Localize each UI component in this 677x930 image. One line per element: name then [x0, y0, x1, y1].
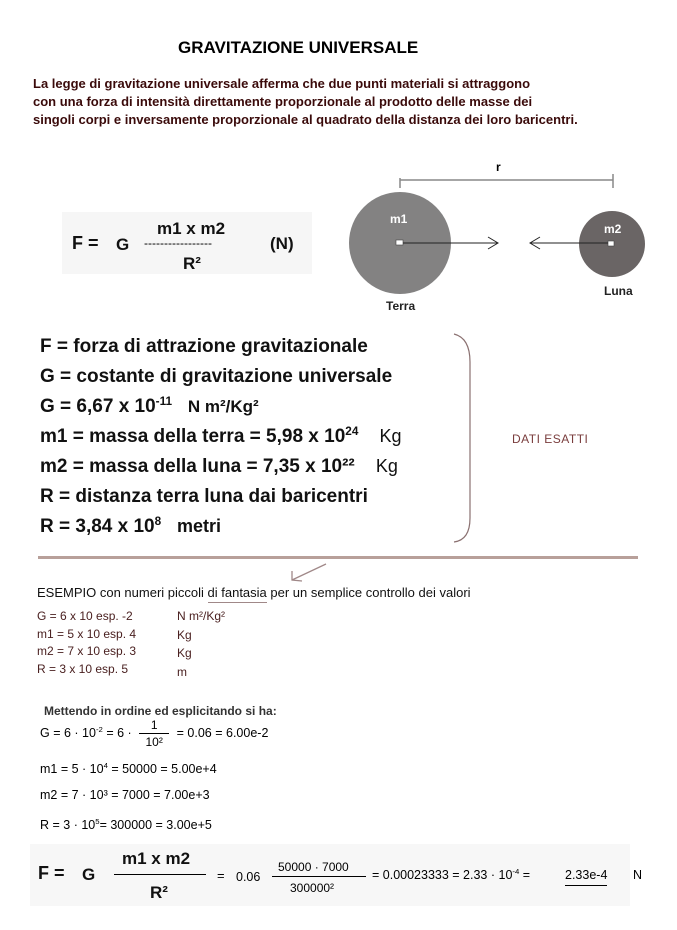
- final-fraction-bar: [114, 874, 206, 875]
- calc-g-b: = 6 ·: [102, 725, 132, 740]
- def-g-name: G = costante di gravitazione universale: [40, 366, 393, 387]
- final-eq2-text: = 0.00023333 = 2.33 · 10: [372, 868, 513, 882]
- calc-m2-line: m2 = 7 · 10³ = 7000 = 7.00e+3: [40, 788, 210, 802]
- earth-name: Terra: [386, 299, 416, 313]
- def-r-unit: metri: [177, 516, 222, 536]
- def-g-exponent: -11: [155, 394, 173, 408]
- final-formula-box: [30, 844, 630, 906]
- def-g-value: [40, 396, 259, 418]
- final-num-value: 50000 · 7000: [278, 860, 349, 874]
- calc-m1-b: = 50000 = 5.00e+4: [107, 762, 217, 776]
- example-heading-post: per un semplice controllo dei valori: [266, 585, 471, 600]
- final-eq3: =: [522, 868, 531, 882]
- formula-numerator: m1 x m2: [157, 219, 226, 238]
- def-m2: [40, 456, 398, 478]
- formula-g: G: [116, 235, 130, 254]
- final-g-value: 0.06: [236, 870, 261, 884]
- calc-m1-line: [40, 762, 217, 776]
- example-m2-label: m2 = 7 x 10 esp. 3: [37, 644, 137, 658]
- final-exponent: -4: [512, 867, 520, 877]
- example-g-label: G = 6 x 10 esp. -2: [37, 609, 133, 623]
- def-m2-unit: Kg: [375, 456, 398, 476]
- final-eq1: =: [217, 868, 225, 883]
- calc-g-exp: -2: [95, 725, 103, 735]
- def-m1-text: m1 = massa della terra = 5,98 x 10: [40, 426, 346, 447]
- example-m2-unit: Kg: [177, 646, 192, 660]
- moon-mass-label: m2: [604, 222, 622, 236]
- moon-center-marker: [608, 241, 614, 246]
- calc-r-b: = 300000 = 3.00e+5: [99, 818, 212, 832]
- calc-r-line: [40, 818, 212, 832]
- page-title: GRAVITAZIONE UNIVERSALE: [178, 38, 419, 57]
- calc-r-exp: 5: [95, 817, 100, 827]
- def-r-exponent: 8: [154, 514, 162, 528]
- def-m1-unit: Kg: [379, 426, 402, 446]
- def-m1: [40, 426, 402, 448]
- calc-g-a: G = 6 · 10: [40, 725, 96, 740]
- def-m2-text: m2 = massa della luna = 7,35 x 10²²: [40, 456, 355, 477]
- def-force: F = forza di attrazione gravitazionale: [40, 336, 368, 357]
- calc-r-a: R = 3 · 10: [40, 818, 96, 832]
- intro-line-3: singoli corpi e inversamente proporzionale al quadrato della distanza dei loro baricentri.: [33, 112, 578, 127]
- def-g-value-text: G = 6,67 x 10: [40, 396, 156, 417]
- section-divider: [38, 556, 638, 559]
- example-r-label: R = 3 x 10 esp. 5: [37, 662, 129, 676]
- final-lhs: F =: [38, 863, 65, 883]
- final-g: G: [82, 865, 96, 884]
- final-numerator: m1 x m2: [122, 849, 191, 868]
- pointer-arrow-icon: [284, 560, 334, 588]
- formula-unit: (N): [270, 234, 294, 253]
- def-m1-exponent: 24: [345, 424, 359, 438]
- example-heading-pre: ESEMPIO con numeri piccoli: [37, 585, 208, 600]
- def-g-unit: N m²/Kg²: [187, 397, 259, 416]
- final-unit: N: [633, 868, 643, 882]
- calc-g-fraction: [139, 718, 169, 749]
- intro-line-1: La legge di gravitazione universale afferma che due punti materiali si attraggono: [33, 76, 531, 91]
- earth-center-marker: [396, 240, 403, 245]
- def-r-value: [40, 516, 221, 538]
- data-bracket: [448, 332, 478, 544]
- example-heading-underlined: di fantasia: [208, 585, 267, 603]
- example-m1-label: m1 = 5 x 10 esp. 4: [37, 627, 137, 641]
- final-eq2: [372, 868, 530, 882]
- earth-mass-label: m1: [390, 212, 408, 226]
- final-denominator: R²: [150, 883, 168, 902]
- formula-fraction-line: -----------------: [144, 236, 212, 250]
- distance-label: r: [496, 160, 501, 174]
- final-result: 2.33e-4: [565, 868, 607, 886]
- def-r-value-text: R = 3,84 x 10: [40, 516, 155, 537]
- exact-data-label: DATI ESATTI: [512, 432, 589, 446]
- calc-g-den: 10²: [145, 735, 163, 749]
- calc-g-c: = 0.06 = 6.00e-2: [176, 725, 269, 740]
- def-r-name: R = distanza terra luna dai baricentri: [40, 486, 368, 507]
- example-r-unit: m: [177, 665, 187, 679]
- calc-g-line: [40, 718, 268, 749]
- calc-m1-exp: 4: [103, 761, 108, 771]
- intro-line-2: con una forza di intensità direttamente proporzionale al prodotto delle masse dei: [33, 94, 533, 109]
- formula-denominator: R²: [183, 254, 201, 273]
- intro-paragraph: [33, 75, 578, 129]
- final-value-fraction-bar: [272, 876, 366, 877]
- calc-intro: Mettendo in ordine ed esplicitando si ha:: [44, 704, 277, 718]
- moon-name: Luna: [604, 284, 633, 298]
- calc-g-num: 1: [150, 718, 158, 732]
- example-g-unit: N m²/Kg²: [177, 609, 225, 623]
- formula-lhs: F =: [72, 233, 99, 253]
- example-m1-unit: Kg: [177, 628, 192, 642]
- calc-m1-a: m1 = 5 · 10: [40, 762, 104, 776]
- example-heading: [37, 585, 471, 600]
- final-den-value: 300000²: [290, 881, 335, 895]
